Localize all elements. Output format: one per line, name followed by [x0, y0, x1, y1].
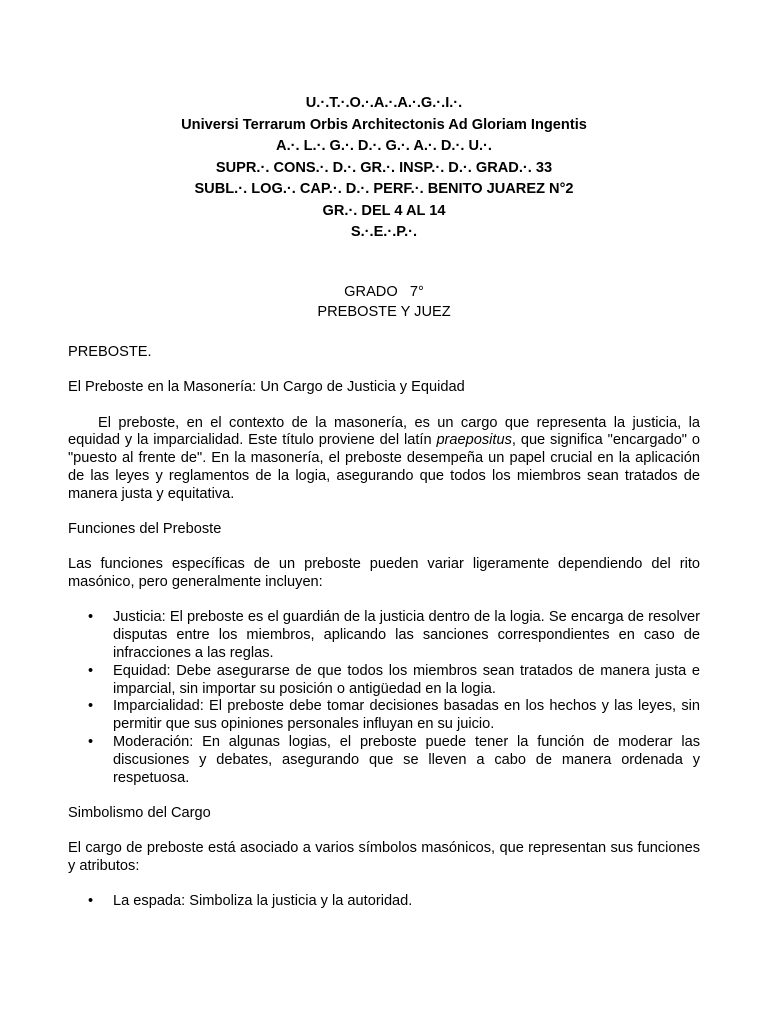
bullet-icon: •: [88, 609, 94, 626]
functions-list: [68, 609, 700, 787]
list-item-text: Moderación: En algunas logias, el preboste puede tener la función de moderar las discusiones y debates, asegurando que se lleven a cabo de manera ordenada y respetuosa.: [113, 734, 700, 786]
list-item: [68, 609, 700, 662]
functions-intro: Las funciones específicas de un preboste pueden variar ligeramente dependiendo del rito masónico, pero generalmente incluyen:: [68, 556, 700, 591]
bullet-icon: •: [88, 893, 94, 910]
list-item-text: La espada: Simboliza la justicia y la autoridad.: [113, 893, 413, 910]
bullet-icon: •: [88, 734, 94, 751]
degree-title: [0, 283, 768, 322]
header-line-7: S.·.E.·.P.·.: [350, 224, 418, 240]
list-item-text: Imparcialidad: El preboste debe tomar decisiones basadas en los hechos y las leyes, sin permitir que sus opiniones personales influyan en su juicio.: [113, 698, 700, 733]
document-body: [68, 344, 700, 911]
intro-paragraph: [68, 415, 700, 504]
header-line-5: SUBL.·. LOG.·. CAP.·. D.·. PERF.·. BENITO JUAREZ N°2: [194, 181, 574, 197]
lodge-header: [0, 93, 768, 244]
list-item: [68, 734, 700, 787]
subtitle: El Preboste en la Masonería: Un Cargo de Justicia y Equidad: [68, 379, 465, 396]
list-item: [68, 663, 700, 699]
symbolism-heading: Simbolismo del Cargo: [68, 804, 211, 821]
bullet-icon: •: [88, 698, 94, 715]
header-line-2: Universi Terrarum Orbis Architectonis Ad Gloriam Ingentis: [181, 116, 587, 133]
header-line-6: GR.·. DEL 4 AL 14: [322, 202, 446, 219]
list-item: [68, 893, 700, 911]
functions-heading: Funciones del Preboste: [68, 521, 222, 538]
bullet-icon: •: [88, 662, 94, 679]
header-line-4: SUPR.·. CONS.·. D.·. GR.·. INSP.·. D.·. GRAD.·. 33: [215, 159, 553, 176]
list-item-text: Equidad: Debe asegurarse de que todos los miembros sean tratados de manera justa e imparcial, sin importar su posición o antigüedad en la logia.: [113, 662, 700, 697]
section-label: PREBOSTE.: [68, 344, 152, 360]
symbols-list: [68, 893, 700, 911]
list-item: [68, 698, 700, 734]
header-line-1: U.·.T.·.O.·.A.·.A.·.G.·.I.·.: [305, 95, 463, 111]
symbolism-intro: El cargo de preboste está asociado a varios símbolos masónicos, que representan sus funciones y atributos:: [68, 840, 700, 875]
intro-text-after: , que significa "encargado" o "puesto al frente de". En la masonería, el preboste desempeña un papel crucial en la aplicación de las leyes y reglamentos de la logia, asegurando que todos los miembros sean tratados de manera justa y equitativa.: [68, 432, 700, 502]
degree-name: PREBOSTE Y JUEZ: [317, 303, 451, 320]
intro-latin-term: praepositus: [436, 432, 512, 449]
header-line-3: A.·. L.·. G.·. D.·. G.·. A.·. D.·. U.·.: [276, 138, 492, 154]
degree-number: GRADO 7°: [344, 284, 424, 300]
list-item-text: Justicia: El preboste es el guardián de la justicia dentro de la logia. Se encarga de resolver disputas entre los miembros, aplicando las sanciones correspondientes en caso de infracciones a las reglas.: [113, 609, 700, 662]
intro-text-before: El preboste, en el contexto de la masonería, es un cargo que representa la justicia, la equidad y la imparcialidad. Este título proviene del latín: [68, 414, 700, 449]
